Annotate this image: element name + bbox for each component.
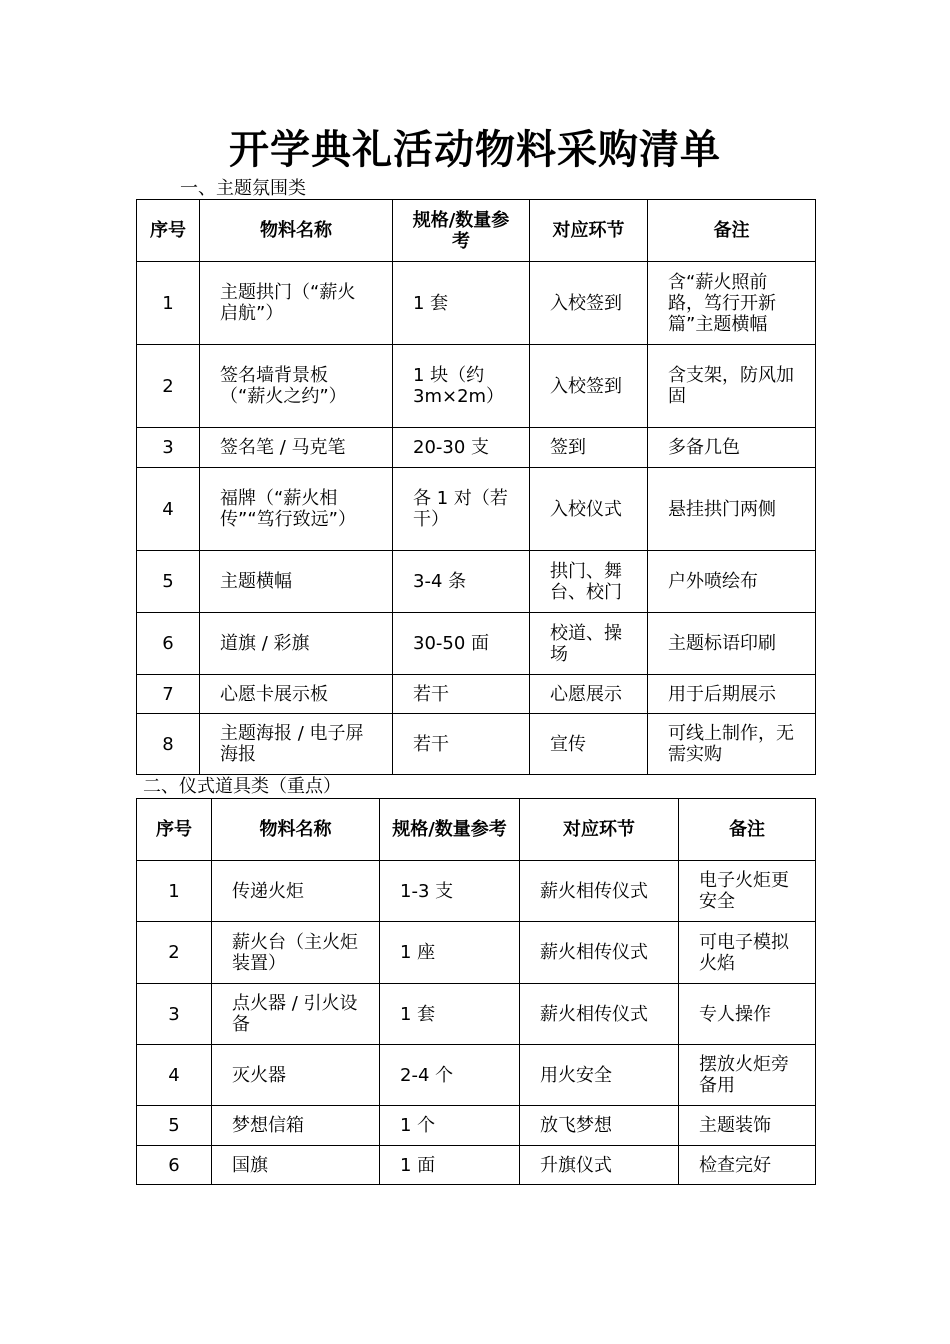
row-index: 4 (137, 1045, 212, 1106)
row-note: 可电子模拟火焰 (679, 922, 816, 984)
row-index: 5 (137, 1106, 212, 1146)
row-note: 摆放火炬旁备用 (679, 1045, 816, 1106)
row-stage: 薪火相传仪式 (520, 861, 679, 922)
row-name: 签名墙背景板（“薪火之约”） (200, 345, 393, 428)
row-name: 点火器 / 引火设备 (212, 984, 380, 1045)
table-row (137, 714, 816, 775)
row-spec: 20-30 支 (393, 428, 530, 468)
row-index: 6 (137, 613, 200, 675)
section2-heading: 二、仪式道具类（重点） (143, 776, 341, 797)
table-row (137, 551, 816, 613)
row-stage: 签到 (530, 428, 648, 468)
row-note: 电子火炬更安全 (679, 861, 816, 922)
table-row (137, 613, 816, 675)
header-spec: 规格/数量参考 (380, 799, 520, 861)
row-note: 专人操作 (679, 984, 816, 1045)
header-note: 备注 (648, 200, 816, 262)
header-spec: 规格/数量参考 (393, 200, 530, 262)
row-stage: 宣传 (530, 714, 648, 775)
row-index: 6 (137, 1146, 212, 1185)
row-note: 主题标语印刷 (648, 613, 816, 675)
row-note: 户外喷绘布 (648, 551, 816, 613)
header-stage: 对应环节 (530, 200, 648, 262)
table-row (137, 922, 816, 984)
row-note: 含“薪火照前路，笃行开新篇”主题横幅 (648, 262, 816, 345)
row-spec: 各 1 对（若干） (393, 468, 530, 551)
row-note: 主题装饰 (679, 1106, 816, 1146)
row-stage: 入校仪式 (530, 468, 648, 551)
row-note: 可线上制作，无需实购 (648, 714, 816, 775)
section2-table (136, 798, 816, 1185)
row-name: 传递火炬 (212, 861, 380, 922)
row-index: 7 (137, 675, 200, 714)
table-row (137, 468, 816, 551)
row-name: 道旗 / 彩旗 (200, 613, 393, 675)
row-name: 签名笔 / 马克笔 (200, 428, 393, 468)
row-index: 3 (137, 428, 200, 468)
table-row (137, 1045, 816, 1106)
row-name: 梦想信箱 (212, 1106, 380, 1146)
row-name: 薪火台（主火炬装置） (212, 922, 380, 984)
row-spec: 3-4 条 (393, 551, 530, 613)
row-stage: 心愿展示 (530, 675, 648, 714)
table-row (137, 262, 816, 345)
table-row (137, 345, 816, 428)
header-index: 序号 (137, 200, 200, 262)
row-spec: 1 块（约 3m×2m） (393, 345, 530, 428)
row-name: 主题拱门（“薪火启航”） (200, 262, 393, 345)
row-spec: 1 套 (393, 262, 530, 345)
header-index: 序号 (137, 799, 212, 861)
row-note: 含支架，防风加固 (648, 345, 816, 428)
header-name: 物料名称 (200, 200, 393, 262)
table-row (137, 1146, 816, 1185)
row-name: 主题横幅 (200, 551, 393, 613)
row-index: 1 (137, 861, 212, 922)
row-spec: 1 座 (380, 922, 520, 984)
table-row (137, 984, 816, 1045)
table-header-row (137, 200, 816, 262)
row-spec: 若干 (393, 675, 530, 714)
row-name: 国旗 (212, 1146, 380, 1185)
table-header-row (137, 799, 816, 861)
row-index: 2 (137, 345, 200, 428)
row-index: 1 (137, 262, 200, 345)
row-index: 4 (137, 468, 200, 551)
row-note: 悬挂拱门两侧 (648, 468, 816, 551)
row-stage: 入校签到 (530, 345, 648, 428)
row-note: 多备几色 (648, 428, 816, 468)
row-stage: 用火安全 (520, 1045, 679, 1106)
row-index: 8 (137, 714, 200, 775)
row-index: 2 (137, 922, 212, 984)
row-name: 福牌（“薪火相传”“笃行致远”） (200, 468, 393, 551)
row-stage: 入校签到 (530, 262, 648, 345)
table-row (137, 1106, 816, 1146)
row-stage: 薪火相传仪式 (520, 922, 679, 984)
row-spec: 1 面 (380, 1146, 520, 1185)
row-stage: 薪火相传仪式 (520, 984, 679, 1045)
section1-heading: 一、主题氛围类 (180, 178, 306, 199)
row-stage: 放飞梦想 (520, 1106, 679, 1146)
row-spec: 1 个 (380, 1106, 520, 1146)
row-note: 用于后期展示 (648, 675, 816, 714)
section1-table (136, 199, 816, 775)
table-row (137, 861, 816, 922)
row-spec: 30-50 面 (393, 613, 530, 675)
row-index: 3 (137, 984, 212, 1045)
row-spec: 2-4 个 (380, 1045, 520, 1106)
row-spec: 1-3 支 (380, 861, 520, 922)
row-stage: 校道、操场 (530, 613, 648, 675)
row-stage: 升旗仪式 (520, 1146, 679, 1185)
row-stage: 拱门、舞台、校门 (530, 551, 648, 613)
row-name: 主题海报 / 电子屏海报 (200, 714, 393, 775)
row-index: 5 (137, 551, 200, 613)
table-row (137, 675, 816, 714)
row-note: 检查完好 (679, 1146, 816, 1185)
table-row (137, 428, 816, 468)
row-spec: 若干 (393, 714, 530, 775)
document-title: 开学典礼活动物料采购清单 (229, 126, 721, 173)
header-name: 物料名称 (212, 799, 380, 861)
row-name: 灭火器 (212, 1045, 380, 1106)
row-spec: 1 套 (380, 984, 520, 1045)
header-note: 备注 (679, 799, 816, 861)
row-name: 心愿卡展示板 (200, 675, 393, 714)
header-stage: 对应环节 (520, 799, 679, 861)
